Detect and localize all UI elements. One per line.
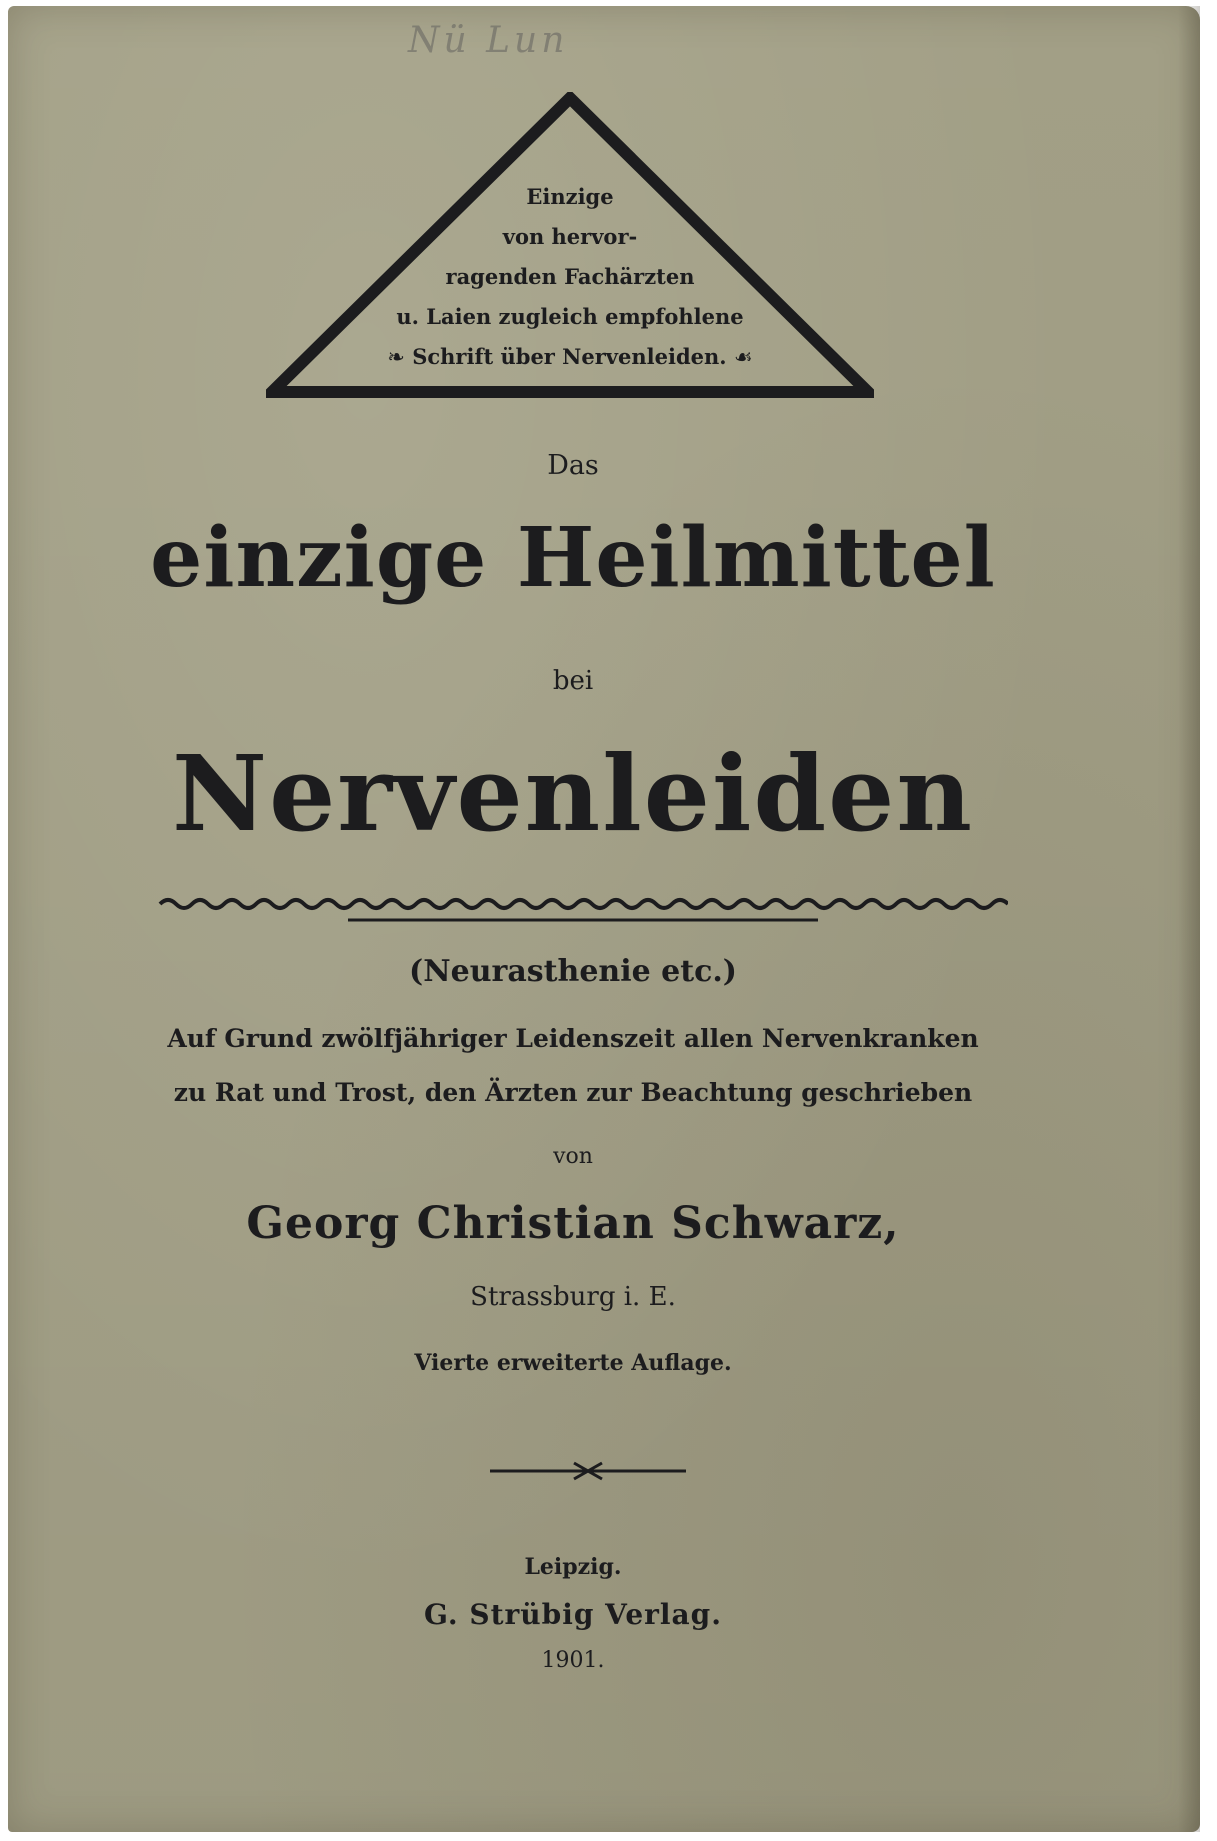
triangle-line-4: u. Laien zugleich empfohlene xyxy=(396,304,744,329)
triangle-badge xyxy=(266,92,874,402)
description-line-2: zu Rat und Trost, den Ärzten zur Beachtung geschrieben xyxy=(173,1078,973,1107)
title-bei: bei xyxy=(552,666,594,696)
title-line-2: Nervenleiden xyxy=(172,732,974,855)
publication-year: 1901. xyxy=(541,1648,605,1673)
subtitle: (Neurasthenie etc.) xyxy=(409,954,737,989)
worn-edge xyxy=(1178,6,1200,1832)
ornamental-divider xyxy=(488,1456,688,1486)
triangle-line-5-text: Schrift über Nervenleiden. xyxy=(412,344,727,369)
leaf-ornament-right-icon: ☙ xyxy=(733,345,753,369)
triangle-line-2: von hervor- xyxy=(502,224,638,249)
publisher: G. Strübig Verlag. xyxy=(423,1598,723,1631)
leaf-ornament-left-icon: ❧ xyxy=(387,345,405,369)
triangle-line-1: Einzige xyxy=(526,184,614,209)
description-line-1: Auf Grund zwölfjähriger Leidenszeit allen Nervenkranken xyxy=(167,1024,979,1053)
title-das: Das xyxy=(547,450,599,481)
publication-place: Leipzig. xyxy=(524,1554,622,1580)
edition-note: Vierte erweiterte Auflage. xyxy=(414,1350,732,1376)
title-line-1: einzige Heilmittel xyxy=(150,510,996,606)
wavy-rule xyxy=(158,892,1008,932)
author-name: Georg Christian Schwarz, xyxy=(246,1198,900,1249)
triangle-line-5 xyxy=(266,338,874,376)
author-city: Strassburg i. E. xyxy=(470,1282,676,1312)
von-label: von xyxy=(553,1144,593,1169)
book-cover xyxy=(8,6,1200,1832)
handwritten-note: Nü Lun xyxy=(408,20,569,61)
triangle-line-3: ragenden Fachärzten xyxy=(445,264,695,289)
